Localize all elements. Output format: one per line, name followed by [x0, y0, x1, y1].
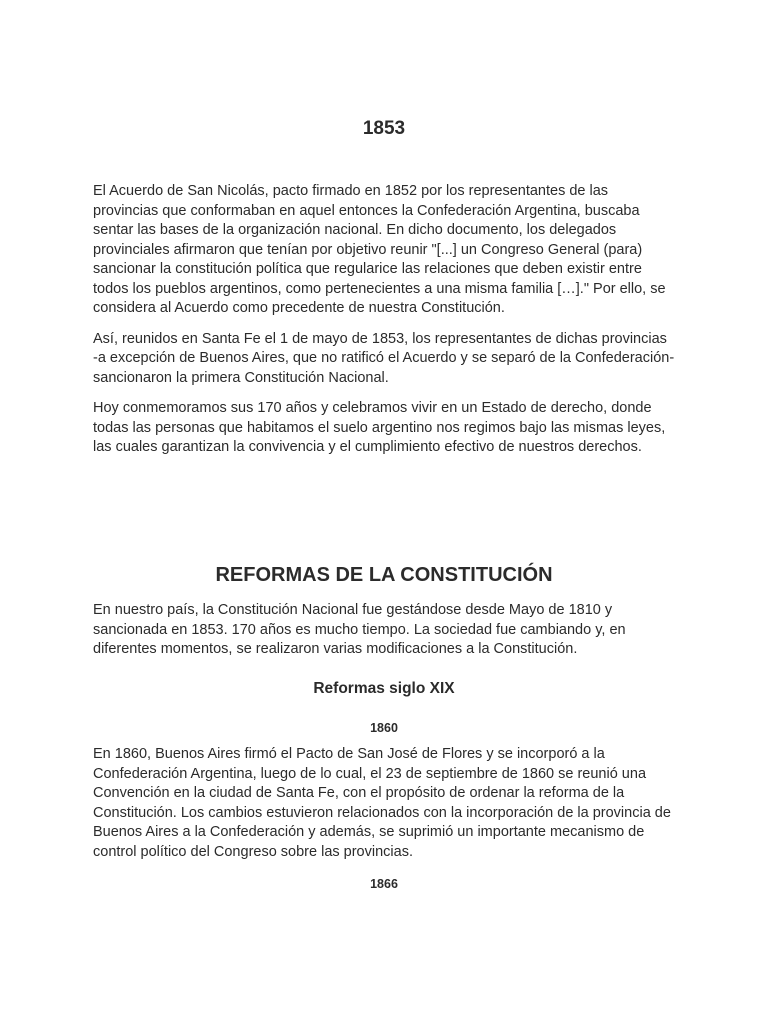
subsection-year-1866: 1866 [370, 877, 398, 891]
section-title-1853: 1853 [362, 118, 406, 139]
paragraph-1860: En 1860, Buenos Aires firmó el Pacto de San José de Flores y se incorporó a la Confederación Argentina, luego de lo cual, el 23 de septiembre de 1860 se reunió una Convención en la ciudad de Santa Fe, con el propósito de ordenar la reforma de la Constitución. Los cambios estuvieron relacionados con la incorporación de la provincia de Buenos Aires a la Confederación y además, se suprimió un importante mecanismo de control político del Congreso sobre las provincias. [93, 746, 671, 860]
section-title-reformas: REFORMAS DE LA CONSTITUCIÓN [215, 564, 553, 586]
paragraph-santa-fe: Así, reunidos en Santa Fe el 1 de mayo de 1853, los representantes de dichas provincias -a excepción de Buenos Aires, que no ratificó el Acuerdo y se separó de la Confederación- sancionaron la primera Constitución Nacional. [93, 330, 675, 386]
subsection-1860-body [93, 745, 675, 873]
reformas-intro-body [93, 601, 675, 671]
paragraph-conmemoracion: Hoy conmemoramos sus 170 años y celebramos vivir en un Estado de derecho, donde todas las personas que habitamos el suelo argentino nos regimos bajo las mismas leyes, las cuales garantizan la convivencia y el cumplimiento efectivo de nuestros derechos. [93, 400, 666, 455]
subsection-title-siglo-xix: Reformas siglo XIX [313, 680, 455, 697]
paragraph-acuerdo: El Acuerdo de San Nicolás, pacto firmado en 1852 por los representantes de las provincias que conformaban en aquel entonces la Confederación Argentina, buscaba sentar las bases de la organización nacional. En dicho documento, los delegados provinciales afirmaron que tenían por objetivo reunir "[...] un Congreso General (para) sancionar la constitución política que regularice las relaciones que deben existir entre todos los pueblos argentinos, como pertenecientes a una misma familia […]." Por ello, se considera al Acuerdo como precedente de nuestra Constitución. [93, 183, 666, 316]
subsection-year-1860: 1860 [370, 721, 398, 735]
section-1853-body [93, 182, 675, 469]
paragraph-reformas-intro: En nuestro país, la Constitución Nacional fue gestándose desde Mayo de 1810 y sancionada en 1853. 170 años es mucho tiempo. La sociedad fue cambiando y, en diferentes momentos, se realizaron varias modificaciones a la Constitución. [93, 602, 626, 657]
